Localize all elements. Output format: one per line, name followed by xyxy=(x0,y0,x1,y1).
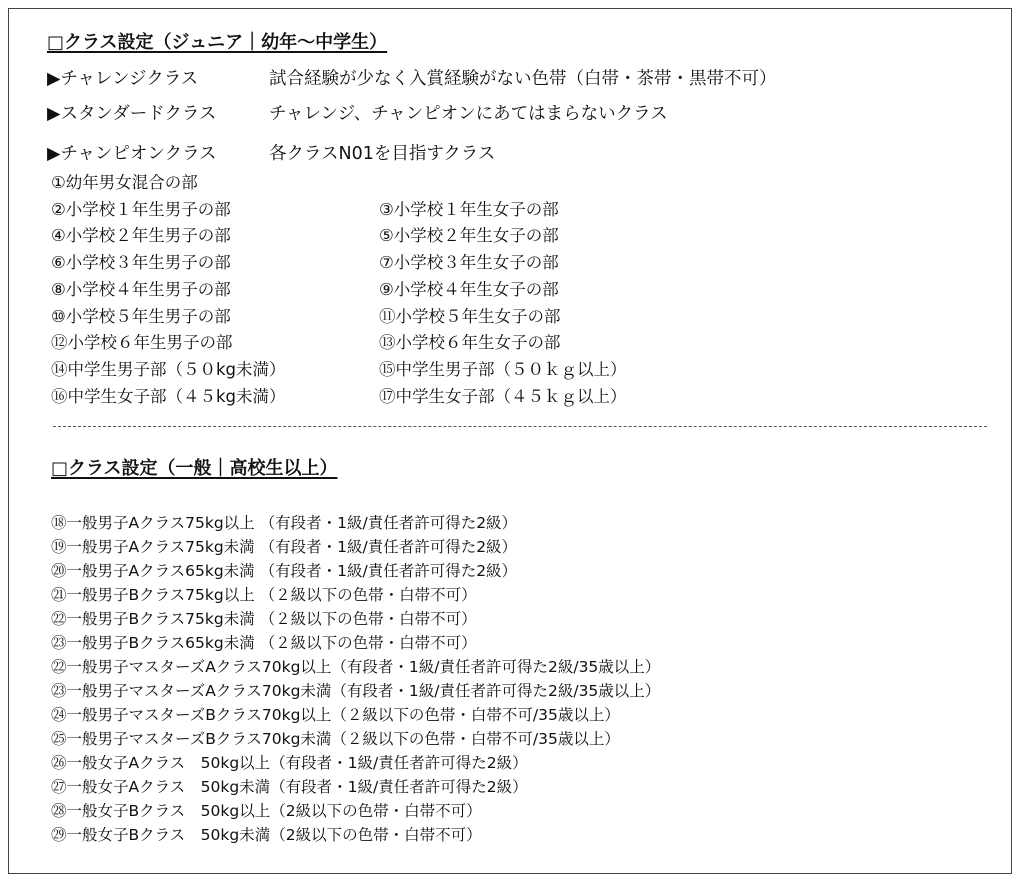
general-section-title: □クラス設定（一般｜高校生以上） xyxy=(51,458,338,479)
junior-division-item: ⑦小学校３年生女子の部 xyxy=(379,253,559,272)
class-type-desc-challenge: 試合経験が少なく入賞経験がない色帯（白帯・茶帯・黒帯不可） xyxy=(269,69,777,89)
junior-division-item: ⑭中学生男子部（５０kg未満） xyxy=(51,360,286,379)
general-division-item: ㉔一般男子マスターズBクラス70kg以上（２級以下の色帯・白帯不可/35歳以上） xyxy=(51,706,620,724)
general-division-item: ⑲一般男子Aクラス75kg未満 （有段者・1級/責任者許可得た2級） xyxy=(51,538,518,556)
general-division-item: ㉘一般女子Bクラス 50kg以上（2級以下の色帯・白帯不可） xyxy=(51,802,482,820)
junior-division-item: ⑤小学校２年生女子の部 xyxy=(379,226,559,245)
class-type-label-standard: ▶スタンダードクラス xyxy=(47,104,217,124)
junior-division-item: ⑧小学校４年生男子の部 xyxy=(51,280,231,299)
class-type-desc-standard: チャレンジ、チャンピオンにあてはまらないクラス xyxy=(269,104,668,124)
general-division-item: ㉑一般男子Bクラス75kg以上 （２級以下の色帯・白帯不可） xyxy=(51,586,477,604)
section-divider xyxy=(53,426,987,427)
general-division-item: ㉓一般男子マスターズAクラス70kg未満（有段者・1級/責任者許可得た2級/35歳以上） xyxy=(51,682,661,700)
junior-division-item: ⑯中学生女子部（４５kg未満） xyxy=(51,387,286,406)
general-division-item: ㉙一般女子Bクラス 50kg未満（2級以下の色帯・白帯不可） xyxy=(51,826,482,844)
general-division-item: ㉒一般男子マスターズAクラス70kg以上（有段者・1級/責任者許可得た2級/35歳以上） xyxy=(51,658,661,676)
class-type-label-challenge: ▶チャレンジクラス xyxy=(47,69,199,89)
junior-division-item: ③小学校１年生女子の部 xyxy=(379,200,559,219)
junior-division-item: ⑨小学校４年生女子の部 xyxy=(379,280,559,299)
junior-division-item: ④小学校２年生男子の部 xyxy=(51,226,231,245)
junior-division-item: ⑰中学生女子部（４５ｋｇ以上） xyxy=(379,387,627,406)
junior-division-item: ⑮中学生男子部（５０ｋｇ以上） xyxy=(379,360,627,379)
junior-section-title: □クラス設定（ジュニア｜幼年～中学生） xyxy=(47,32,388,53)
general-division-item: ㉖一般女子Aクラス 50kg以上（有段者・1級/責任者許可得た2級） xyxy=(51,754,528,772)
document-frame xyxy=(8,8,1012,874)
junior-division-item: ①幼年男女混合の部 xyxy=(51,173,198,192)
junior-division-item: ⑪小学校５年生女子の部 xyxy=(379,307,561,326)
general-division-item: ㉗一般女子Aクラス 50kg未満（有段者・1級/責任者許可得た2級） xyxy=(51,778,528,796)
general-division-item: ⑱一般男子Aクラス75kg以上 （有段者・1級/責任者許可得た2級） xyxy=(51,514,518,532)
junior-division-item: ②小学校１年生男子の部 xyxy=(51,200,231,219)
junior-division-item: ⑫小学校６年生男子の部 xyxy=(51,333,233,352)
general-division-item: ㉕一般男子マスターズBクラス70kg未満（２級以下の色帯・白帯不可/35歳以上） xyxy=(51,730,620,748)
junior-division-item: ⑬小学校６年生女子の部 xyxy=(379,333,561,352)
general-division-item: ㉓一般男子Bクラス65kg未満 （２級以下の色帯・白帯不可） xyxy=(51,634,477,652)
general-division-item: ㉒一般男子Bクラス75kg未満 （２級以下の色帯・白帯不可） xyxy=(51,610,477,628)
class-type-label-champion: ▶チャンピオンクラス xyxy=(47,144,217,164)
junior-division-item: ⑥小学校３年生男子の部 xyxy=(51,253,231,272)
general-division-item: ⑳一般男子Aクラス65kg未満 （有段者・1級/責任者許可得た2級） xyxy=(51,562,518,580)
junior-division-item: ⑩小学校５年生男子の部 xyxy=(51,307,231,326)
class-type-desc-champion: 各クラスN01を目指すクラス xyxy=(269,144,496,164)
